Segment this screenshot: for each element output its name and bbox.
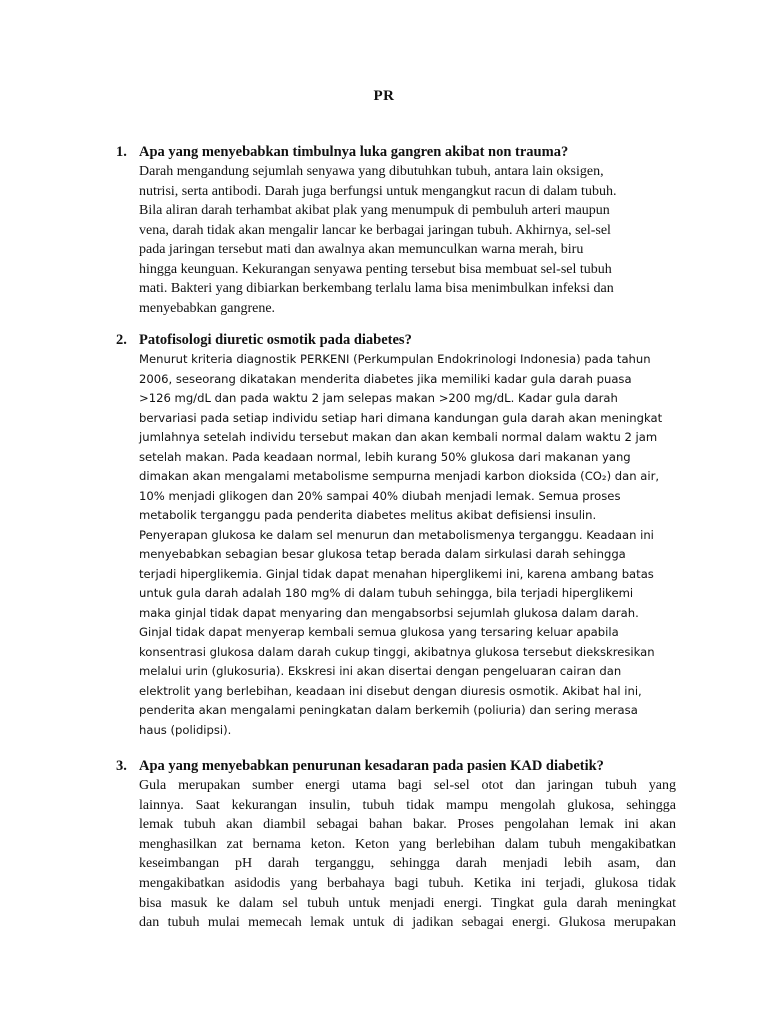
question-heading: Patofisologi diuretic osmotik pada diabetes? <box>139 332 412 348</box>
question-heading: Apa yang menyebabkan penurunan kesadaran pada pasien KAD diabetik? <box>139 758 604 774</box>
answer-line: 10% menjadi glikogen dan 20% sampai 40% diubah menjadi lemak. Semua proses <box>139 488 621 503</box>
answer-line: terjadi hiperglikemia. Ginjal tidak dapat menahan hiperglikemi ini, karena ambang batas <box>139 566 654 581</box>
question-number: 2. <box>116 332 127 348</box>
answer-line: dimakan akan mengalami metabolisme sempurna menjadi karbon dioksida (CO₂) dan air, <box>139 469 660 483</box>
answer-line: elektrolit yang berlebihan, keadaan ini disebut dengan diuresis osmotik. Akibat hal ini, <box>139 683 642 698</box>
answer-paragraph <box>139 350 676 740</box>
answer-line: lainnya. Saat kekurangan insulin, tubuh tidak mampu mengolah glukosa, sehingga <box>139 797 676 813</box>
answer-line: mengakibatkan asidodis yang berbahaya bagi tubuh. Ketika ini terjadi, glukosa tidak <box>139 875 676 891</box>
answer-line: Bila aliran darah terhambat akibat plak yang menumpuk di pembuluh arteri maupun <box>139 203 610 218</box>
question-number: 3. <box>116 758 127 774</box>
answer-line: untuk gula darah adalah 180 mg% di dalam tubuh sehingga, bila terjadi hiperglikemi <box>139 586 634 600</box>
answer-line: dan tubuh mulai memecah lemak untuk di jadikan sebagai energi. Glukosa merupakan <box>139 915 676 931</box>
answer-line: konsentrasi glukosa dalam darah cukup tinggi, akibatnya glukosa tersebut diekskresikan <box>139 644 655 659</box>
qa-section-2 <box>116 331 676 740</box>
answer-line: bervariasi pada setiap individu setiap hari dimana kandungan gula darah akan meningkat <box>139 410 663 425</box>
answer-line: menghasilkan zat bernama keton. Keton yang berlebihan dalam tubuh mengakibatkan <box>139 836 676 852</box>
answer-line: mati. Bakteri yang dibiarkan berkembang terlalu lama bisa menimbulkan infeksi dan <box>139 281 614 296</box>
answer-line: metabolik terganggu pada penderita diabetes melitus akibat defisiensi insulin. <box>139 508 597 522</box>
answer-line: keseimbangan pH darah terganggu, sehingga darah menjadi lebih asam, dan <box>139 856 676 872</box>
answer-line: setelah makan. Pada keadaan normal, lebih kurang 50% glukosa dari makanan yang <box>139 449 631 464</box>
document-title: PR <box>373 88 395 104</box>
answer-line: >126 mg/dL dan pada waktu 2 jam selepas makan >200 mg/dL. Kadar gula darah <box>139 391 618 405</box>
answer-line: menyebabkan sebagian besar glukosa tetap berada dalam sirkulasi darah sehingga <box>139 547 626 561</box>
answer-line: bisa masuk ke dalam sel tubuh untuk menjadi energi. Tingkat gula darah meningkat <box>139 895 676 911</box>
question-heading: Apa yang menyebabkan timbulnya luka gangren akibat non trauma? <box>139 144 569 160</box>
answer-paragraph <box>139 776 676 933</box>
qa-section-3 <box>116 757 676 933</box>
answer-line: hingga keunguan. Kekurangan senyawa penting tersebut bisa membuat sel-sel tubuh <box>139 261 612 277</box>
answer-line: Menurut kriteria diagnostik PERKENI (Perkumpulan Endokrinologi Indonesia) pada tahun <box>139 352 651 366</box>
question-number: 1. <box>116 144 127 160</box>
answer-line: Penyerapan glukosa ke dalam sel menurun dan metabolismenya terganggu. Keadaan ini <box>139 527 654 542</box>
answer-line: maka ginjal tidak dapat menyaring dan mengabsorbsi sejumlah glukosa dalam darah. <box>139 605 639 620</box>
answer-line: menyebabkan gangrene. <box>139 300 276 316</box>
answer-line: 2006, seseorang dikatakan menderita diabetes jika memiliki kadar gula darah puasa <box>139 371 632 386</box>
answer-line: nutrisi, serta antibodi. Darah juga berfungsi untuk mengangkut racun di dalam tubuh. <box>139 183 617 199</box>
answer-paragraph <box>139 162 676 318</box>
answer-line: penderita akan mengalami peningkatan dalam berkemih (poliuria) dan sering merasa <box>139 703 638 717</box>
answer-line: melalui urin (glukosuria). Ekskresi ini akan disertai dengan pengeluaran cairan dan <box>139 664 622 678</box>
qa-section-1 <box>116 143 676 318</box>
answer-line: Darah mengandung sejumlah senyawa yang dibutuhkan tubuh, antara lain oksigen, <box>139 164 604 179</box>
answer-line: pada jaringan tersebut mati dan awalnya akan memunculkan warna merah, biru <box>139 242 584 257</box>
answer-line: jumlahnya setelah individu tersebut makan dan akan kembali normal dalam waktu 2 jam <box>139 430 658 444</box>
answer-line: lemak tubuh akan diambil sebagai bahan bakar. Proses pengolahan lemak ini akan <box>139 817 676 833</box>
answer-line: Ginjal tidak dapat menyerap kembali semua glukosa yang tersaring keluar apabila <box>139 625 619 639</box>
answer-line: vena, darah tidak akan mengalir lancar ke berbagai jaringan tubuh. Akhirnya, sel-sel <box>139 222 611 238</box>
answer-line: Gula merupakan sumber energi utama bagi sel-sel otot dan jaringan tubuh yang <box>139 778 676 793</box>
answer-line: haus (polidipsi). <box>139 722 232 737</box>
